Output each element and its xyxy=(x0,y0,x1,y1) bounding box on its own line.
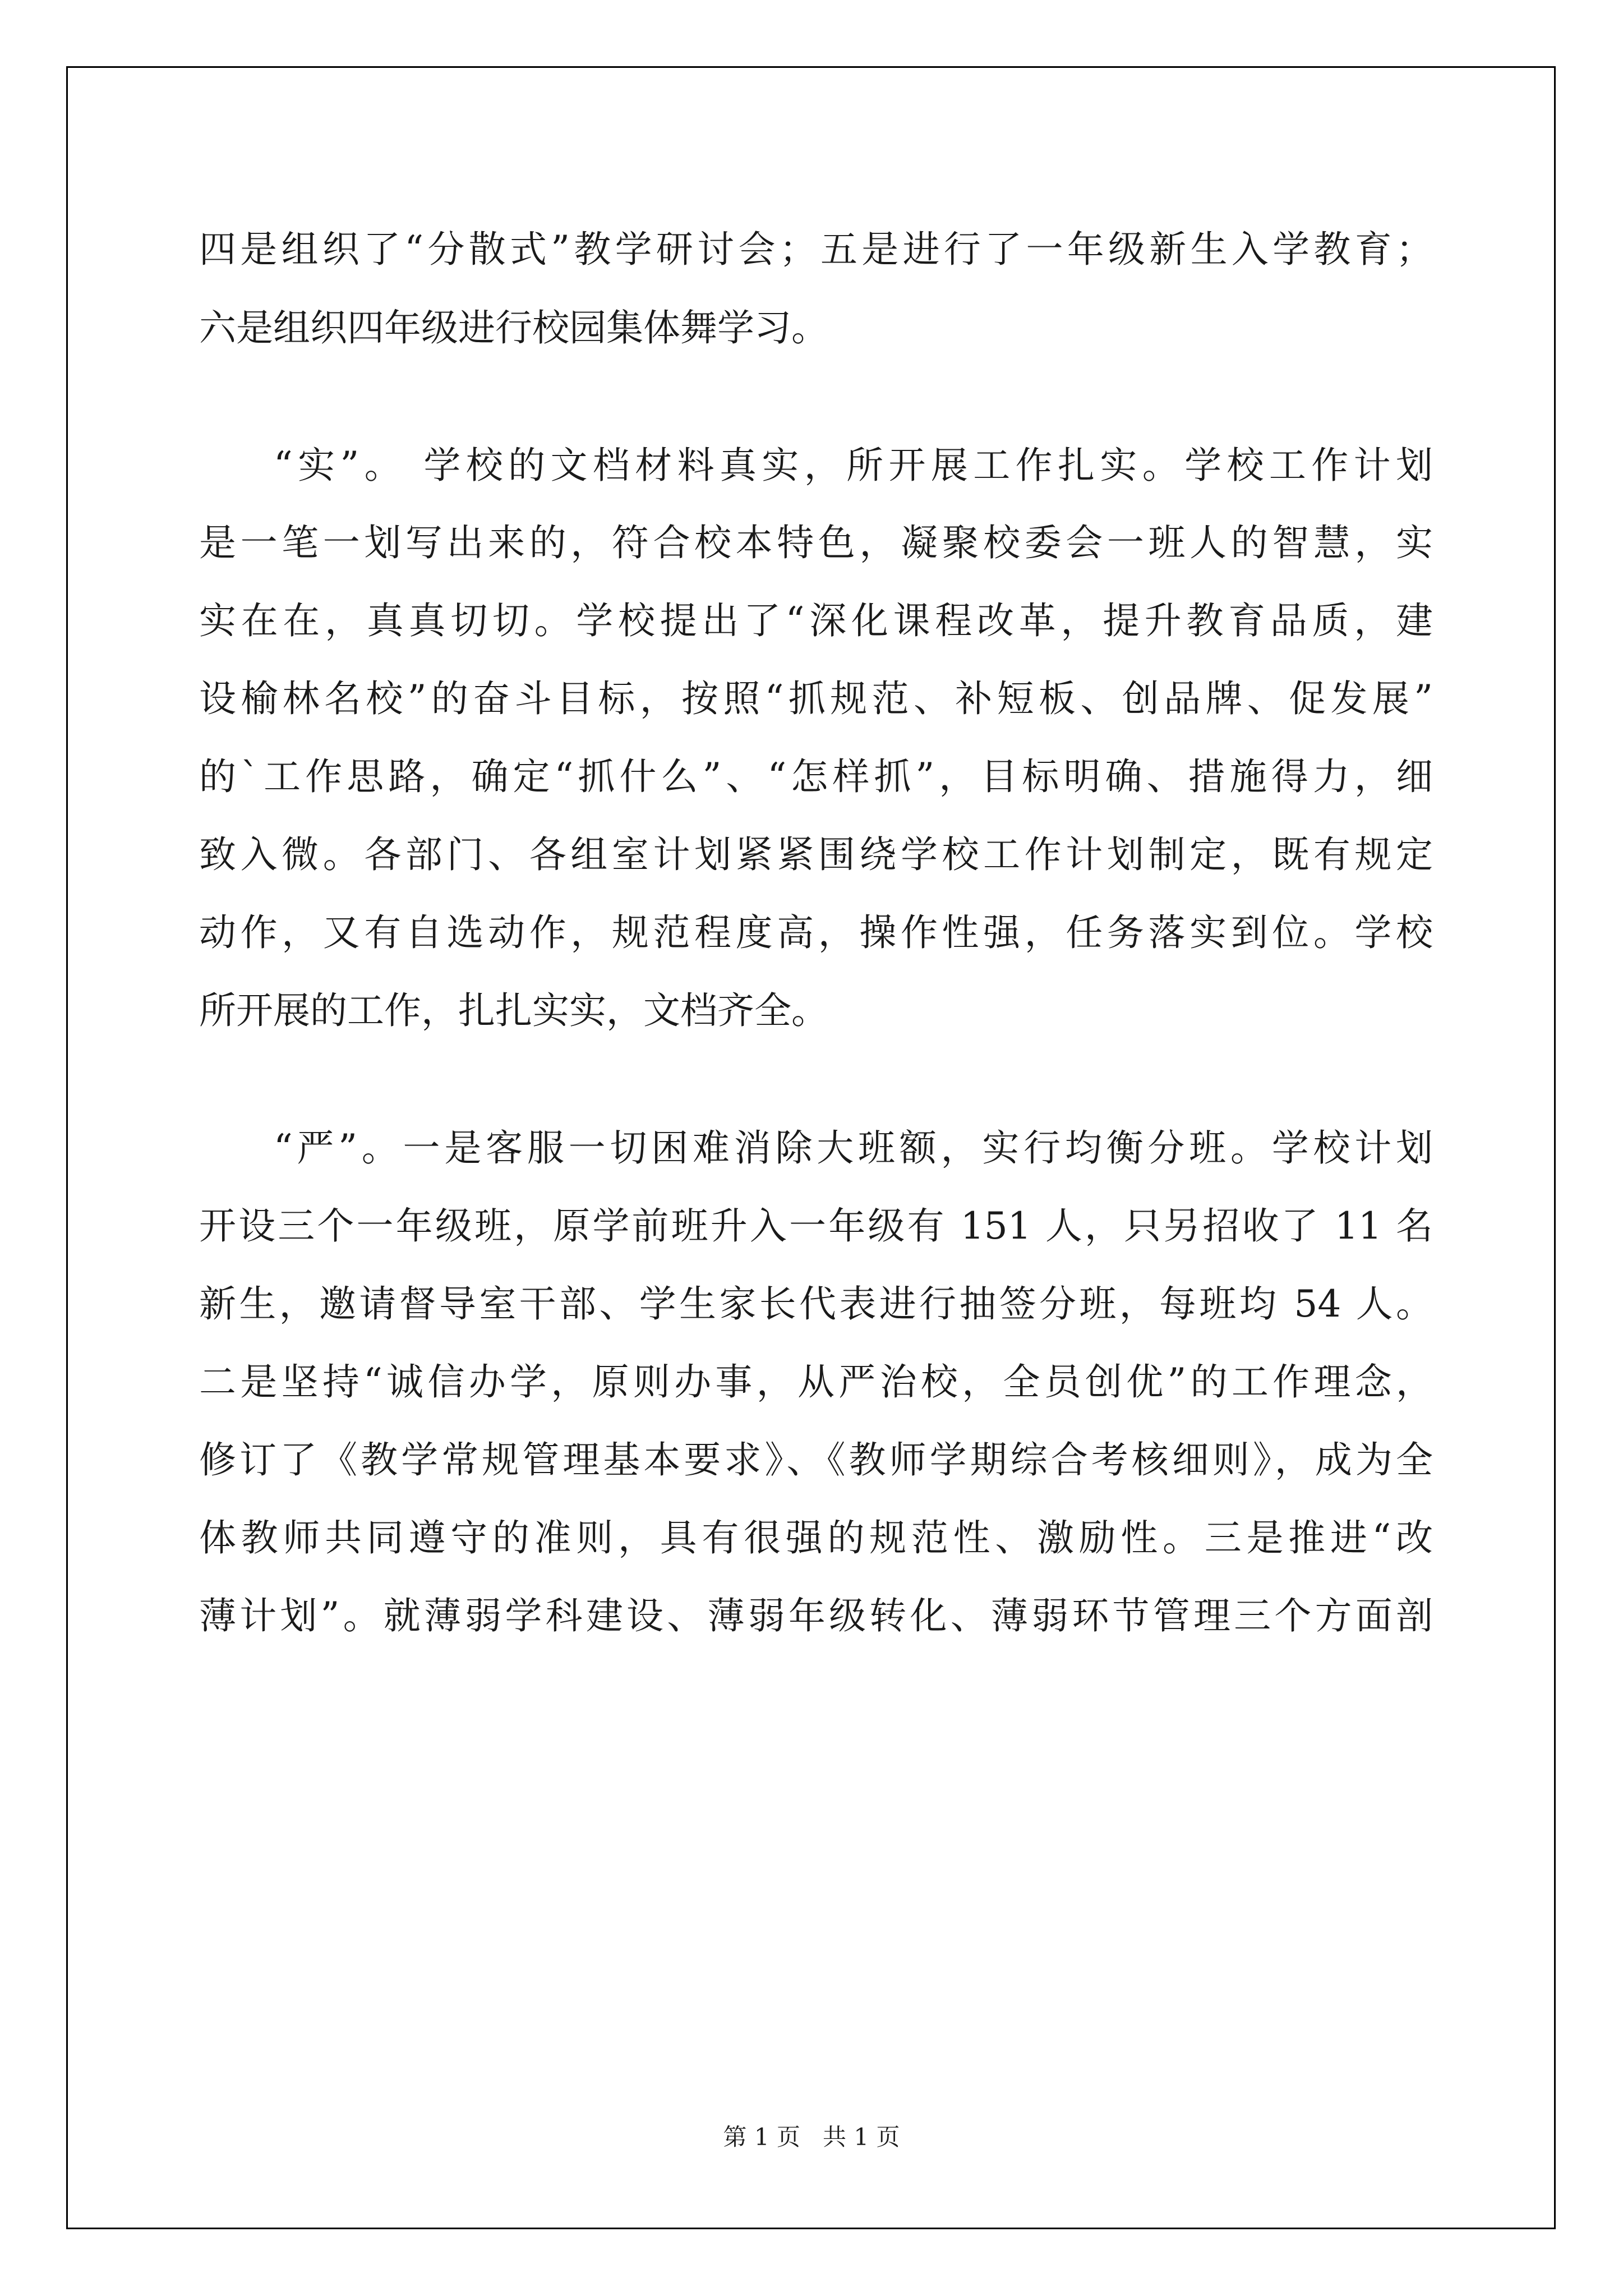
text-line: 体教师共同遵守的准则，具有很强的规范性、激励性。三是推进“改 xyxy=(199,1516,1433,1559)
text-line: 是一笔一划写出来的，符合校本特色，凝聚校委会一班人的智慧，实 xyxy=(199,521,1433,564)
text-line: 薄计划”。就薄弱学科建设、薄弱年级转化、薄弱环节管理三个方面剖 xyxy=(199,1594,1433,1637)
text-line: 设榆林名校”的奋斗目标，按照“抓规范、补短板、创品牌、促发展” xyxy=(199,677,1433,720)
text-line: 实在在，真真切切。学校提出了“深化课程改革，提升教育品质，建 xyxy=(199,599,1433,642)
text-line: 开设三个一年级班，原学前班升入一年级有 151 人，只另招收了 11 名 xyxy=(199,1204,1433,1248)
text-line: 新生，邀请督导室干部、学生家长代表进行抽签分班，每班均 54 人。 xyxy=(199,1282,1433,1326)
text-line: 的`工作思路，确定“抓什么”、“怎样抓”，目标明确、措施得力，细 xyxy=(199,755,1433,798)
text-line: 所开展的工作，扎扎实实，文档齐全。 xyxy=(199,989,828,1032)
text-line: 致入微。各部门、各组室计划紧紧围绕学校工作计划制定，既有规定 xyxy=(199,833,1433,876)
paragraph-start-line: “实”。 学校的文档材料真实，所开展工作扎实。学校工作计划 xyxy=(274,444,1433,487)
text-line: 动作，又有自选动作，规范程度高，操作性强，任务落实到位。学校 xyxy=(199,911,1433,954)
text-line: 四是组织了“分散式”教学研讨会；五是进行了一年级新生入学教育； xyxy=(199,228,1433,271)
page-footer: 第 1 页 共 1 页 xyxy=(723,2123,900,2151)
text-line: 修订了《教学常规管理基本要求》、《教师学期综合考核细则》，成为全 xyxy=(199,1438,1433,1481)
text-line: 二是坚持“诚信办学，原则办事，从严治校，全员创优”的工作理念， xyxy=(199,1360,1433,1404)
text-line: 六是组织四年级进行校园集体舞学习。 xyxy=(199,306,828,349)
paragraph-start-line: “严”。一是客服一切困难消除大班额，实行均衡分班。学校计划 xyxy=(274,1126,1433,1170)
